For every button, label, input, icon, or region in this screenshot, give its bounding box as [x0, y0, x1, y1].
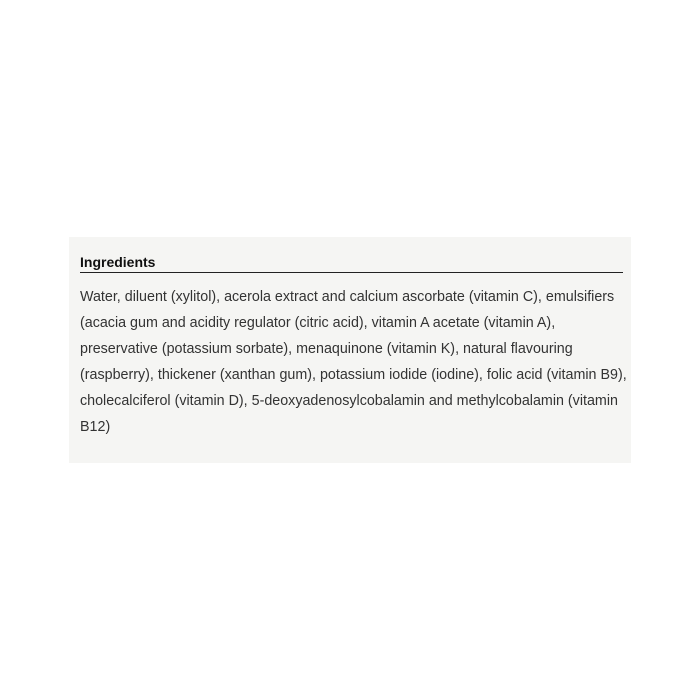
- ingredients-panel: [69, 237, 631, 463]
- ingredients-text: Water, diluent (xylitol), acerola extract and calcium ascorbate (vitamin C), emulsifiers (acacia gum and acidity regulator (citric acid), vitamin A acetate (vitamin A), preservative (potassium sorbate), menaquinone (vitamin K), natural flavouring (raspberry), thickener (xanthan gum), potassium iodide (iodine), folic acid (vitamin B9), cholecalciferol (vitamin D), 5-deoxyadenosylcobalamin and methylcobalamin (vitamin B12): [80, 289, 627, 435]
- ingredients-heading: Ingredients: [80, 253, 623, 273]
